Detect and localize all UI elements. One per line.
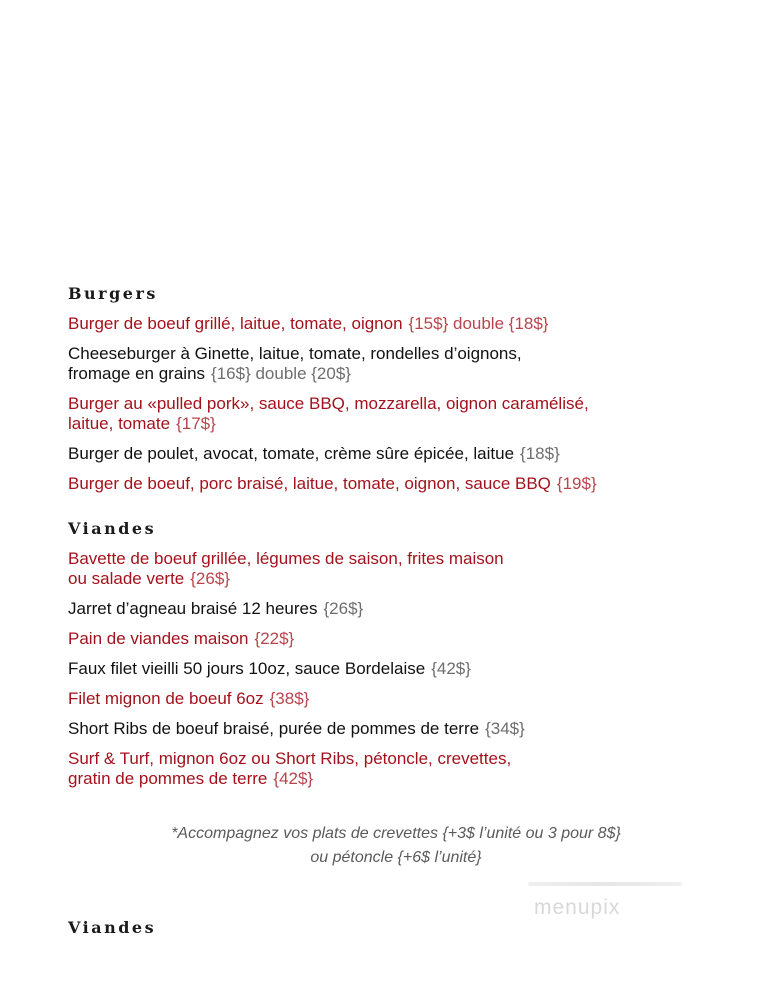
item-price: {26$}: [323, 599, 364, 618]
item-price: {22$}: [254, 629, 295, 648]
item-name: Burger au «pulled pork», sauce BBQ, mozzarella, oignon caramélisé,: [68, 394, 589, 413]
watermark-decoration: [528, 882, 682, 886]
item-name: Faux filet vieilli 50 jours 10oz, sauce Bordelaise: [68, 659, 426, 678]
menu-item: [68, 749, 708, 789]
accompaniment-note: [96, 822, 696, 870]
item-name: Burger de boeuf grillé, laitue, tomate, oignon: [68, 314, 403, 333]
menu-item: [68, 344, 708, 384]
item-price: {17$}: [176, 414, 216, 433]
section-title-viandes-2: Viandes: [68, 918, 157, 937]
item-name: Bavette de boeuf grillée, légumes de saison, frites maison: [68, 549, 504, 568]
item-price: {26$}: [190, 569, 230, 588]
item-price: {15$} double {18$}: [408, 314, 549, 333]
note-line-1: *Accompagnez vos plats de crevettes {+3$ l’unité ou 3 pour 8$}: [171, 825, 621, 842]
item-name: laitue, tomate: [68, 414, 171, 433]
item-name: gratin de pommes de terre: [68, 769, 268, 788]
item-price: {38$}: [269, 689, 310, 708]
note-line-2: ou pétoncle {+6$ l’unité}: [310, 849, 482, 866]
menupix-watermark: menupix: [534, 896, 621, 919]
item-price: {16$} double {20$}: [211, 364, 351, 383]
section-title-viandes: Viandes: [68, 519, 157, 538]
item-name: Filet mignon de boeuf 6oz: [68, 689, 264, 708]
item-price: {19$}: [556, 474, 597, 493]
item-name: fromage en grains: [68, 364, 206, 383]
menu-item: [68, 474, 708, 494]
menu-item: [68, 599, 708, 619]
item-price: {42$}: [431, 659, 471, 678]
item-name: Burger de boeuf, porc braisé, laitue, tomate, oignon, sauce BBQ: [68, 474, 551, 493]
item-name: Burger de poulet, avocat, tomate, crème sûre épicée, laitue: [68, 444, 515, 463]
menu-item: [68, 549, 708, 589]
item-price: {34$}: [485, 719, 525, 738]
menu-item: [68, 659, 708, 679]
menu-item: [68, 314, 708, 334]
section-title-burgers: Burgers: [68, 284, 158, 303]
item-name: Cheeseburger à Ginette, laitue, tomate, rondelles d’oignons,: [68, 344, 522, 363]
menu-item: [68, 719, 708, 739]
menu-item: [68, 394, 708, 434]
menu-item: [68, 629, 708, 649]
item-name: Pain de viandes maison: [68, 629, 249, 648]
item-price: {18$}: [520, 444, 560, 463]
item-name: Jarret d’agneau braisé 12 heures: [68, 599, 318, 618]
item-name: ou salade verte: [68, 569, 185, 588]
menu-item: [68, 444, 708, 464]
item-name: Short Ribs de boeuf braisé, purée de pommes de terre: [68, 719, 480, 738]
item-name: Surf & Turf, mignon 6oz ou Short Ribs, pétoncle, crevettes,: [68, 749, 512, 768]
menu-item: [68, 689, 708, 709]
item-price: {42$}: [273, 769, 314, 788]
